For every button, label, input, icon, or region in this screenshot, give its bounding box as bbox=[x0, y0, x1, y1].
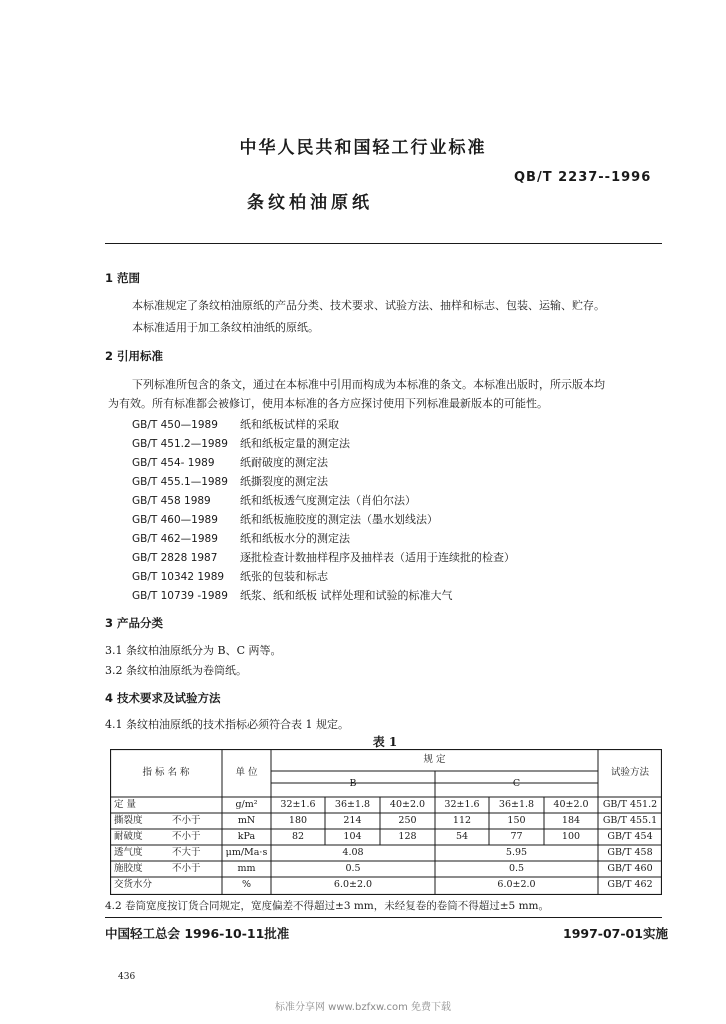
table-row-unit: kPa bbox=[237, 831, 256, 842]
table-cell: 100 bbox=[561, 831, 581, 842]
classification-item-3-1: 3.1 条纹柏油原纸分为 B、C 两等。 bbox=[105, 644, 282, 657]
table-row-qualifier: 不小于 bbox=[172, 815, 201, 826]
table-cell: 82 bbox=[291, 831, 305, 842]
table-cell: 0.5 bbox=[508, 863, 525, 874]
scope-line-1: 本标准规定了条纹柏油原纸的产品分类、技术要求、试验方法、抽样和标志、包装、运输、贮存。 bbox=[132, 299, 605, 312]
references-intro-1: 下列标准所包含的条文，通过在本标准中引用而构成为本标准的条文。本标准出版时，所示版本均 bbox=[132, 378, 605, 391]
table-cell: 150 bbox=[507, 815, 526, 826]
table-row-qualifier: 不大于 bbox=[172, 847, 201, 858]
table-cell: 32±1.6 bbox=[280, 799, 316, 810]
reference-item: GB/T 455.1—1989 纸撕裂度的测定法 bbox=[132, 475, 328, 488]
table-row-method: GB/T 454 bbox=[607, 831, 653, 842]
reference-item: GB/T 458 1989 纸和纸板透气度测定法（肖伯尔法） bbox=[132, 494, 416, 507]
table-cell: 4.08 bbox=[342, 847, 364, 858]
table-cell: 214 bbox=[343, 815, 362, 826]
table-cell: 104 bbox=[343, 831, 362, 842]
approval-info: 中国轻工总会 1996-10-11批准 bbox=[105, 926, 290, 941]
reference-item: GB/T 454- 1989 纸耐破度的测定法 bbox=[132, 456, 328, 469]
classification-item-3-2: 3.2 条纹柏油原纸为卷筒纸。 bbox=[105, 664, 247, 677]
table-cell: 36±1.8 bbox=[334, 799, 371, 810]
table-row-name: 耐破度 bbox=[114, 831, 143, 842]
table-header-grade-b: B bbox=[349, 778, 357, 789]
requirements-item-4-1: 4.1 条纹柏油原纸的技术指标必须符合表 1 规定。 bbox=[105, 718, 349, 731]
table-row-name: 透气度 bbox=[114, 847, 143, 858]
reference-item: GB/T 450—1989 纸和纸板试样的采取 bbox=[132, 418, 339, 431]
table-header-spec: 规 定 bbox=[423, 754, 446, 765]
table-cell: 0.5 bbox=[345, 863, 361, 874]
table-header-grade-c: C bbox=[512, 778, 521, 789]
table-row-method: GB/T 451.2 bbox=[602, 799, 658, 810]
table-cell: 180 bbox=[288, 815, 308, 826]
table-cell: 40±2.0 bbox=[553, 799, 589, 810]
table-row-method: GB/T 458 bbox=[607, 847, 653, 858]
footer-rule bbox=[105, 917, 662, 918]
document-title: 条纹柏油原纸 bbox=[247, 193, 373, 213]
table-cell: 128 bbox=[398, 831, 417, 842]
table-caption: 表 1 bbox=[372, 735, 398, 749]
section-heading-references: 2 引用标准 bbox=[105, 349, 164, 363]
organization-title: 中华人民共和国轻工行业标准 bbox=[239, 138, 487, 158]
effective-date: 1997-07-01实施 bbox=[563, 926, 668, 941]
table-row-name: 施胶度 bbox=[114, 863, 143, 874]
table-cell: 250 bbox=[398, 815, 417, 826]
table-row-method: GB/T 460 bbox=[607, 863, 653, 874]
scope-line-2: 本标准适用于加工条纹柏油纸的原纸。 bbox=[132, 321, 319, 334]
table-cell: 184 bbox=[561, 815, 581, 826]
table-header-method: 试验方法 bbox=[610, 767, 649, 778]
table-row-unit: g/m² bbox=[235, 799, 258, 810]
table-row-method: GB/T 462 bbox=[607, 879, 653, 890]
table-cell: 40±2.0 bbox=[389, 799, 426, 810]
standard-code: QB/T 2237--1996 bbox=[514, 170, 652, 185]
header-rule bbox=[105, 243, 662, 244]
table-row-unit: μm/Ma·s bbox=[225, 847, 268, 858]
references-intro-2: 为有效。所有标准都会被修订，使用本标准的各方应探讨使用下列标准最新版本的可能性。 bbox=[108, 397, 548, 410]
table-row-name: 定 量 bbox=[114, 799, 137, 810]
reference-item: GB/T 462—1989 纸和纸板水分的测定法 bbox=[132, 532, 350, 545]
table-cell: 77 bbox=[510, 831, 523, 842]
reference-item: GB/T 10739 -1989 纸浆、纸和纸板 试样处理和试验的标准大气 bbox=[132, 589, 453, 602]
spec-table bbox=[110, 749, 662, 895]
section-heading-classification: 3 产品分类 bbox=[105, 616, 164, 630]
table-cell: 5.95 bbox=[505, 847, 528, 858]
table-cell: 32±1.6 bbox=[444, 799, 480, 810]
reference-item: GB/T 2828 1987 逐批检查计数抽样程序及抽样表（适用于连续批的检查） bbox=[132, 551, 515, 564]
table-cell: 6.0±2.0 bbox=[333, 879, 373, 890]
table-cell: 6.0±2.0 bbox=[497, 879, 536, 890]
table-cell: 36±1.8 bbox=[498, 799, 535, 810]
table-row-qualifier: 不小于 bbox=[172, 863, 201, 874]
table-row-qualifier: 不小于 bbox=[172, 831, 201, 842]
table-row-name: 交货水分 bbox=[114, 879, 153, 890]
watermark: 标准分享网 www.bzfxw.com 免费下载 bbox=[275, 1002, 451, 1013]
table-cell: 54 bbox=[455, 831, 469, 842]
table-row-method: GB/T 455.1 bbox=[602, 815, 658, 826]
section-heading-scope: 1 范围 bbox=[105, 271, 141, 285]
table-row-name: 撕裂度 bbox=[114, 815, 143, 826]
page-number: 436 bbox=[118, 972, 136, 982]
table-row-unit: mm bbox=[237, 863, 256, 874]
requirements-item-4-2: 4.2 卷筒宽度按订货合同规定，宽度偏差不得超过±3 mm，未经复卷的卷筒不得超过±5 mm。 bbox=[105, 900, 549, 912]
table-row-unit: mN bbox=[237, 815, 256, 826]
table-header-indicator: 指 标 名 称 bbox=[142, 767, 190, 778]
table-row-unit: % bbox=[241, 879, 252, 890]
table-cell: 112 bbox=[452, 815, 472, 826]
table-header-unit: 单 位 bbox=[235, 767, 258, 778]
section-heading-requirements: 4 技术要求及试验方法 bbox=[105, 691, 221, 705]
reference-item: GB/T 460—1989 纸和纸板施胶度的测定法（墨水划线法） bbox=[132, 513, 438, 526]
reference-item: GB/T 10342 1989 纸张的包装和标志 bbox=[132, 570, 328, 583]
reference-item: GB/T 451.2—1989 纸和纸板定量的测定法 bbox=[132, 437, 350, 450]
